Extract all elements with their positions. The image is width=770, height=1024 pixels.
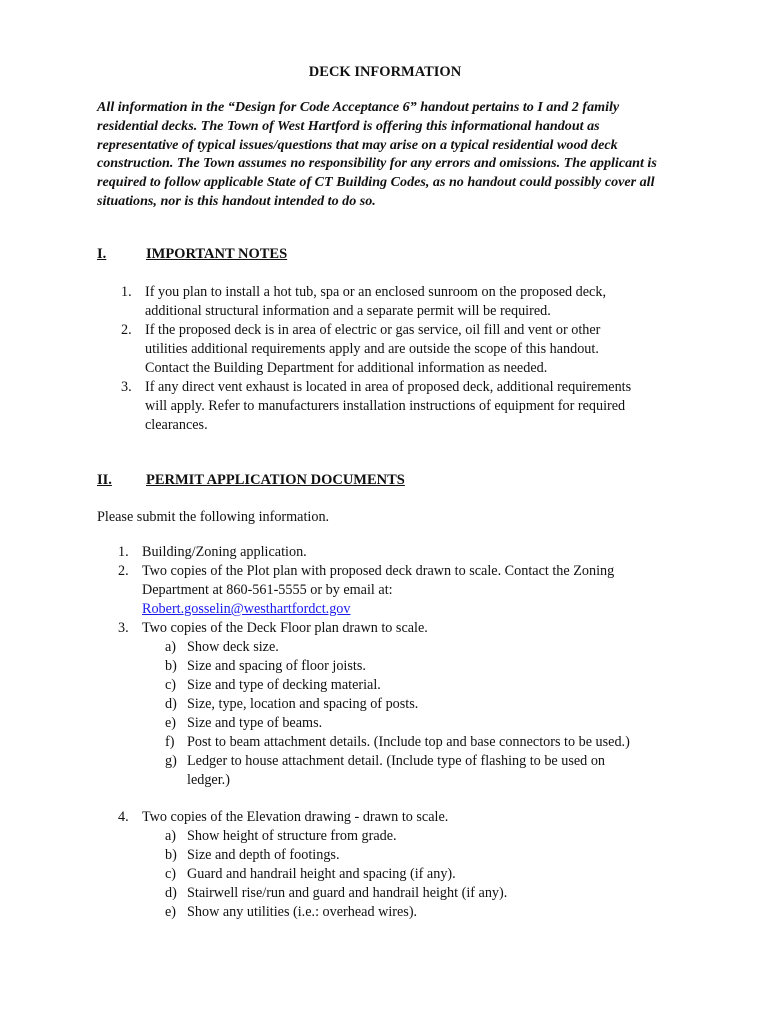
floor-plan-sublist [142,638,718,790]
intro-paragraph: All information in the “Design for Code Acceptance 6” handout pertains to I and 2 family residential decks. The Town of West Hartford is offering this informational handout as representative of typical issues/questions that may arise on a typical residential wood deck construction. The Town assumes no responsibility for any errors and omissions. The applicant is required to follow applicable State of CT Building Codes, as no handout could possibly cover all situations, nor is this handout intended to do so. [97,99,657,209]
list-item: 1. Building/Zoning application. [118,544,307,560]
sublist-item: e) Size and type of beams. [165,715,323,731]
list-item-text: If you plan to install a hot tub, spa or an enclosed sunroom on the proposed deck, additional structural information and a separate permit will be required. [145,284,606,319]
sublist-item: d) Size, type, location and spacing of posts. [165,696,419,712]
elevation-sublist [142,827,718,922]
submit-lead-text: Please submit the following information. [97,509,330,525]
list-item-text: If the proposed deck is in area of electric or gas service, oil fill and vent or other utilities additional requirements apply and are outside the scope of this handout. Contact the Building Department for additional information as needed. [145,322,601,376]
sublist-item: e) Show any utilities (i.e.: overhead wires). [165,904,418,920]
sublist-item: a) Show deck size. [165,639,279,655]
sublist-item: d) Stairwell rise/run and guard and handrail height (if any). [165,885,508,901]
list-item: 3. Two copies of the Deck Floor plan drawn to scale. a) Show deck size. b) Size and spacing of floor joists. c) Size and type of decking material. d) Size, type, location and spacing of posts. e) Size and type of beams. f) Post to beam attachment details. (Include top and base connectors to be used.) g) Ledger to house attachment detail. (Include type of flashing to be used on ledger.) [118,619,718,790]
section-2-number: II. [97,472,112,488]
section-1-number: I. [97,246,107,262]
sublist-item: f) Post to beam attachment details. (Include top and base connectors to be used.) [165,734,630,750]
sublist-item: g) Ledger to house attachment detail. (Include type of flashing to be used on ledger.) [165,753,606,788]
list-item: 3. If any direct vent exhaust is located in area of proposed deck, additional requirements will apply. Refer to manufacturers installation instructions of equipment for required clearances. [121,379,632,433]
sublist-item: c) Size and type of decking material. [165,677,381,693]
list-item-text: Building/Zoning application. [142,544,307,560]
email-link[interactable]: Robert.gosselin@westhartfordct.gov [142,601,351,617]
sublist-item: b) Size and spacing of floor joists. [165,658,366,674]
sublist-item: c) Guard and handrail height and spacing (if any). [165,866,456,882]
list-item-text: Two copies of the Elevation drawing - drawn to scale. [142,809,449,825]
section-2-title: PERMIT APPLICATION DOCUMENTS [146,472,405,488]
list-item-text: If any direct vent exhaust is located in area of proposed deck, additional requirements will apply. Refer to manufacturers installation instructions of equipment for required clearances. [145,379,632,433]
important-notes-list [121,283,641,435]
page-title: DECK INFORMATION [308,64,462,80]
list-item: 2. If the proposed deck is in area of electric or gas service, oil fill and vent or other utilities additional requirements apply and are outside the scope of this handout. Contact the Building Department for additional information as needed. [121,322,601,376]
section-1-title: IMPORTANT NOTES [146,246,288,262]
elevation-list [118,808,718,922]
permit-documents-list [118,543,718,790]
list-item-text: Two copies of the Deck Floor plan drawn to scale. [142,620,428,636]
list-item: 1. If you plan to install a hot tub, spa or an enclosed sunroom on the proposed deck, additional structural information and a separate permit will be required. [121,284,606,319]
sublist-item: b) Size and depth of footings. [165,847,340,863]
list-item-text: Two copies of the Plot plan with proposed deck drawn to scale. Contact the Zoning Department at 860-561-5555 or by email at: [142,563,615,598]
list-item: 2. Two copies of the Plot plan with proposed deck drawn to scale. Contact the Zoning Department at 860-561-5555 or by email at: Robert.gosselin@westhartfordct.gov [118,563,615,617]
list-item: 4. Two copies of the Elevation drawing - drawn to scale. a) Show height of structure from grade. b) Size and depth of footings. c) Guard and handrail height and spacing (if any). d) Stairwell rise/run and guard and handrail height (if any). e) Show any utilities (i.e.: overhead wires). [118,808,718,922]
sublist-item: a) Show height of structure from grade. [165,828,397,844]
